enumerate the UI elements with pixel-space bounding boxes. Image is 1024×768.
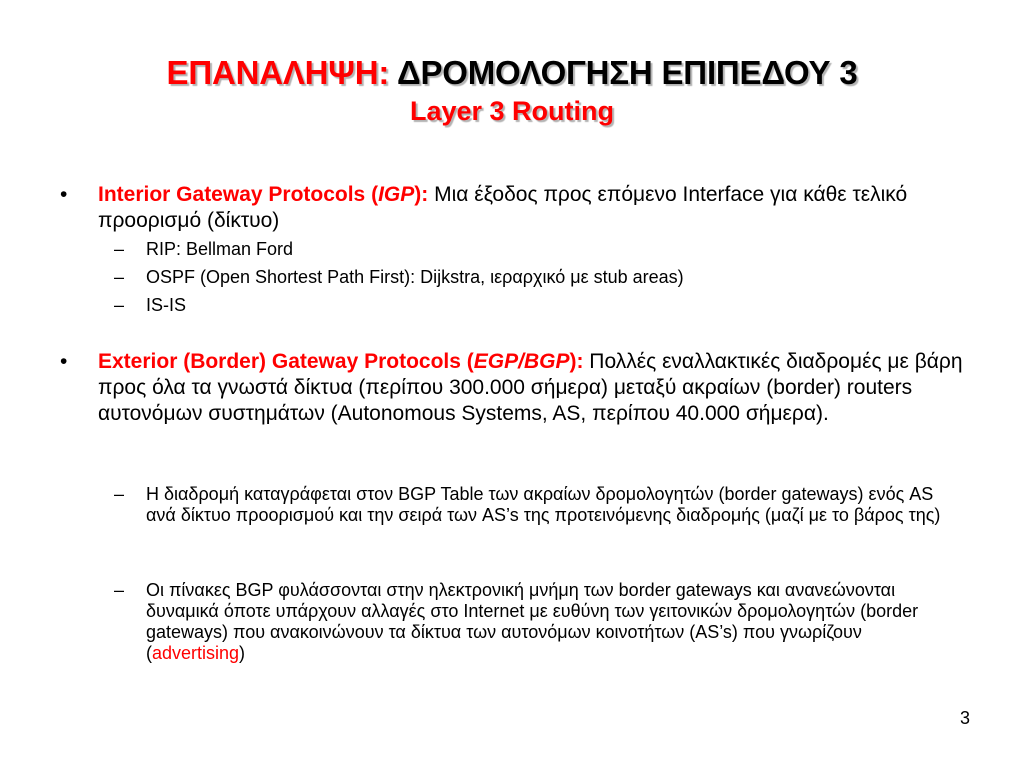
egp-label-pre: Exterior (Border) Gateway Protocols (	[98, 350, 474, 373]
egp-label-abbr: EGP/BGP	[473, 350, 570, 373]
sub-dash: –	[114, 239, 125, 259]
igp-label	[98, 183, 428, 206]
egp-label	[98, 350, 583, 373]
sub-text-main: Οι πίνακες BGP φυλάσσονται στην ηλεκτρονική μνήμη των border gateways και ανανεώνονται δυναμικά όποτε υπάρχουν αλλαγές στο Internet με ευθύνη των γειτονικών δρομολογητών (border gateways) που ανακοινώνουν τα δίκτυα των αυτονόμων κοινοτήτων (AS’s) που γνωρίζουν (	[146, 580, 919, 663]
sub-dash: –	[114, 267, 125, 287]
bullet-egp-text	[98, 349, 980, 427]
bullet-dot: •	[60, 350, 68, 373]
sub-text: Η διαδρομή καταγράφεται στον BGP Table των ακραίων δρομολογητών (border gateways) ενός AS ανά δίκτυο προορισμού και την σειρά των AS’s της προτεινόμενης διαδρομής (μαζί με το βάρος της)	[146, 484, 941, 525]
sub-text: IS-IS	[146, 295, 187, 315]
title-main	[0, 52, 1024, 94]
sub-dash: –	[114, 484, 125, 504]
bullet-dot: •	[60, 183, 68, 206]
sub-item-ospf	[114, 267, 954, 288]
sub-dash: –	[114, 295, 125, 315]
bullet-igp-text	[98, 182, 980, 234]
egp-desc: Πολλές εναλλακτικές διαδρομές με βάρη προς όλα τα γνωστά δίκτυα (περίπου 300.000 σήμερα) μεταξύ ακραίων (border) routers αυτονόμων συστημάτων (Autonomous Systems, AS, περίπου 40.000 σήμερα).	[98, 350, 963, 425]
igp-label-abbr: IGP	[378, 183, 415, 206]
slide-title	[0, 52, 1024, 128]
igp-label-post: ):	[414, 183, 429, 206]
sub-text: RIP: Bellman Ford	[146, 239, 294, 259]
advertising-term: advertising	[152, 643, 240, 663]
sub-item-rip	[114, 239, 954, 260]
title-part1: ΕΠΑΝΑΛΗΨΗ:	[166, 54, 390, 91]
title-subtitle: Layer 3 Routing	[409, 96, 615, 126]
page-number: 3	[959, 708, 970, 728]
title-part2: ΔΡΟΜΟΛΟΓΗΣΗ ΕΠΙΠΕΔΟΥ 3	[396, 54, 858, 91]
bullet-egp	[60, 349, 980, 427]
bullet-igp	[60, 182, 980, 234]
sub-item-bgp-memory	[114, 580, 954, 664]
sub-item-isis	[114, 295, 954, 316]
igp-desc: Μια έξοδος προς επόμενο Interface για κάθε τελικό προορισμό (δίκτυο)	[98, 183, 908, 232]
sub-text-tail: )	[239, 643, 246, 663]
igp-label-pre: Interior Gateway Protocols (	[98, 183, 379, 206]
sub-text: OSPF (Open Shortest Path First): Dijkstra, ιεραρχικό με stub areas)	[146, 267, 684, 287]
sub-dash: –	[114, 580, 125, 600]
sub-text	[146, 580, 954, 664]
sub-item-bgp-table	[114, 484, 954, 526]
egp-label-post: ):	[569, 350, 584, 373]
